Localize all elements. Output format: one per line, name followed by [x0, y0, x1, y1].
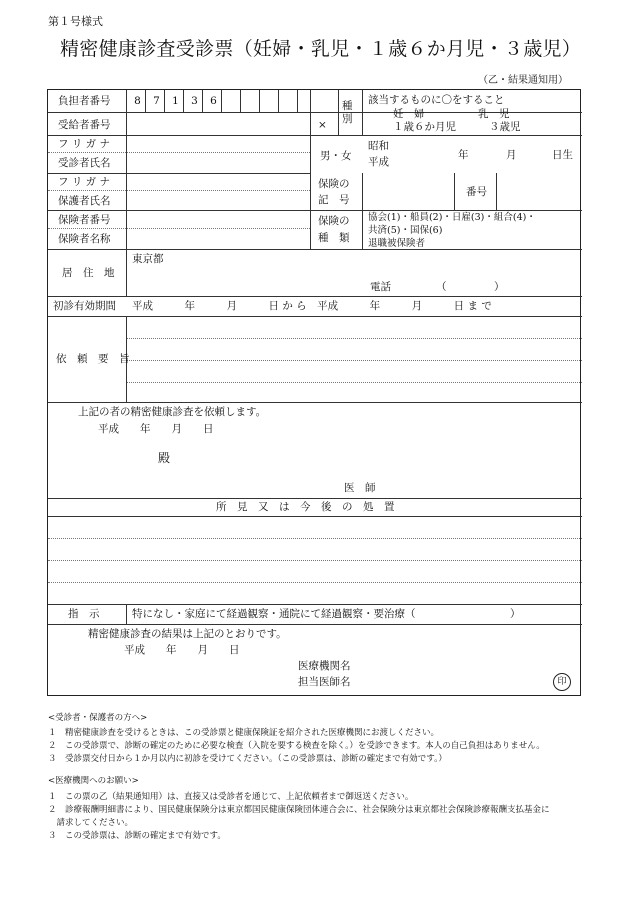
doctor-label: 医 師: [344, 482, 376, 494]
rule: [48, 624, 582, 625]
rule: [48, 210, 582, 211]
type-3-years[interactable]: ３歳児: [489, 121, 521, 133]
furigana-label: フ リ ガ ナ: [58, 138, 111, 150]
insurance-types-line3[interactable]: 退職被保険者: [368, 238, 426, 249]
rule-v: [362, 173, 363, 249]
furigana-label-guardian: フ リ ガ ナ: [58, 176, 111, 188]
number-label: 番号: [466, 186, 487, 198]
type-infant[interactable]: 乳 児: [478, 108, 510, 120]
recipient-number-label: 受給者番号: [58, 119, 111, 131]
birthday-label: 日生: [552, 149, 573, 161]
payer-digit[interactable]: 6: [210, 95, 217, 107]
request-date: 平成 年 月 日: [98, 423, 214, 435]
form-number: 第１号様式: [48, 15, 103, 28]
rule: [48, 135, 582, 136]
form-frame: [47, 89, 581, 696]
request-label: 依 頼 要 旨: [56, 353, 130, 365]
rule-dotted: [126, 360, 582, 361]
payer-digit[interactable]: 1: [172, 95, 179, 107]
rule-v: [126, 604, 127, 624]
birth-month-label: 月: [506, 149, 517, 161]
rule: [48, 402, 582, 403]
address-prefix: 東京都: [132, 253, 164, 265]
rule-dotted: [48, 538, 582, 539]
instruction-options[interactable]: 特になし・家庭にて経過観察・通院にて経過観察・要治療（ ）: [132, 608, 521, 620]
era-showa[interactable]: 昭和: [368, 140, 389, 152]
recipient-mark: ×: [318, 119, 327, 131]
insurance-symbol-label-2: 記 号: [318, 194, 350, 206]
seal-mark: 印: [553, 673, 571, 691]
result-statement: 精密健康診査の結果は上記のとおりです。: [88, 628, 287, 640]
rule-v: [126, 90, 127, 296]
rule-v: [362, 90, 363, 135]
insurance-types-line2[interactable]: 共済(5)・国保(6): [368, 225, 443, 236]
sex-label[interactable]: 男・女: [320, 150, 352, 162]
form-subtitle: （乙・結果通知用）: [478, 75, 568, 86]
payer-number-label: 負担者番号: [58, 95, 111, 107]
type-18-months[interactable]: １歳６か月児: [393, 121, 456, 133]
birth-year-label: 年: [458, 149, 469, 161]
rule: [48, 316, 582, 317]
rule-dotted: [126, 382, 582, 383]
type-label: 種別: [342, 100, 353, 125]
examinee-name-label: 受診者氏名: [58, 157, 111, 169]
rule-v: [310, 90, 311, 249]
institution-note-3: ３ この受診票は、診断の確定まで有効です。: [48, 831, 226, 841]
type-pregnant[interactable]: 妊 婦: [393, 108, 425, 120]
validity-period: 平成 年 月 日 か ら 平成 年 月 日 ま で: [132, 300, 492, 312]
rule-dotted: [48, 560, 582, 561]
guardian-name-label: 保護者氏名: [58, 195, 111, 207]
examinee-note-3: ３ 受診票交付日から１か月以内に初診を受けてください。（この受診票は、診断の確定まで有効です。）: [48, 754, 447, 764]
insurance-types-line1[interactable]: 協会(1)・船員(2)・日雇(3)・組合(4)・: [368, 212, 536, 223]
rule-dotted: [126, 338, 582, 339]
instruction-label: 指 示: [68, 608, 100, 620]
rule-v: [297, 90, 298, 112]
rule: [48, 604, 582, 605]
rule: [48, 249, 582, 250]
physician-label: 担当医師名: [298, 676, 351, 688]
insurer-number-label: 保険者番号: [58, 214, 111, 226]
institution-notes-heading: <医療機関へのお願い>: [48, 776, 139, 786]
findings-header: 所 見 又 は 今 後 の 処 置: [216, 501, 395, 513]
request-statement: 上記の者の精密健康診査を依頼します。: [78, 406, 267, 418]
result-date: 平成 年 月 日: [124, 644, 240, 656]
examinee-note-1: １ 精密健康診査を受けるときは、この受診票と健康保険証を紹介された医療機関にお渡しください。: [48, 728, 440, 738]
payer-digit[interactable]: 3: [191, 95, 198, 107]
institution-note-1: １ この票の乙（結果通知用）は、直接又は受診者を通じて、上記依頼者まで御返送ください。: [48, 792, 414, 802]
insurer-name-label: 保険者名称: [58, 233, 111, 245]
rule: [48, 173, 310, 174]
rule-dotted: [48, 152, 310, 153]
rule-v: [278, 90, 279, 112]
examinee-note-2: ２ この受診票で、診断の確定のために必要な検査（入院を要する検査を除く。）を受診できます。本人の自己負担はありません。: [48, 741, 545, 751]
insurance-type-label: 保険の: [318, 215, 350, 227]
institution-label: 医療機関名: [298, 660, 351, 672]
address-label: 居 住 地: [62, 267, 115, 279]
rule-dotted: [48, 582, 582, 583]
type-instruction: 該当するものに〇をすること: [368, 94, 505, 106]
rule: [48, 296, 582, 297]
rule: [48, 516, 582, 517]
rule-dotted: [48, 190, 310, 191]
rule-v: [454, 173, 455, 210]
insurance-symbol-label: 保険の: [318, 178, 350, 190]
phone-close: ）: [494, 281, 505, 293]
rule: [48, 498, 582, 499]
era-heisei[interactable]: 平成: [368, 156, 389, 168]
payer-digit[interactable]: 7: [153, 95, 160, 107]
examinee-notes-heading: <受診者・保護者の方へ>: [48, 713, 148, 723]
rule-v: [338, 90, 339, 135]
rule-v: [259, 90, 260, 112]
institution-note-2-cont: 請求してください。: [48, 818, 134, 828]
honorific: 殿: [158, 451, 171, 465]
rule-v: [496, 173, 497, 210]
insurance-type-label-2: 種 類: [318, 232, 350, 244]
payer-digit[interactable]: 8: [134, 95, 141, 107]
rule-v: [240, 90, 241, 112]
rule-dotted: [48, 228, 310, 229]
validity-label: 初診有効期間: [53, 300, 116, 312]
institution-note-2: ２ 診療報酬明細書により、国民健康保険分は東京都国民健康保険団体連合会に、社会保険分は東京都社会保険診療報酬支払基金に: [48, 805, 550, 815]
page-title: 精密健康診査受診票（妊婦・乳児・１歳６か月児・３歳児）: [60, 38, 582, 60]
phone-label: 電話: [370, 281, 391, 293]
phone-open: （: [436, 281, 447, 293]
